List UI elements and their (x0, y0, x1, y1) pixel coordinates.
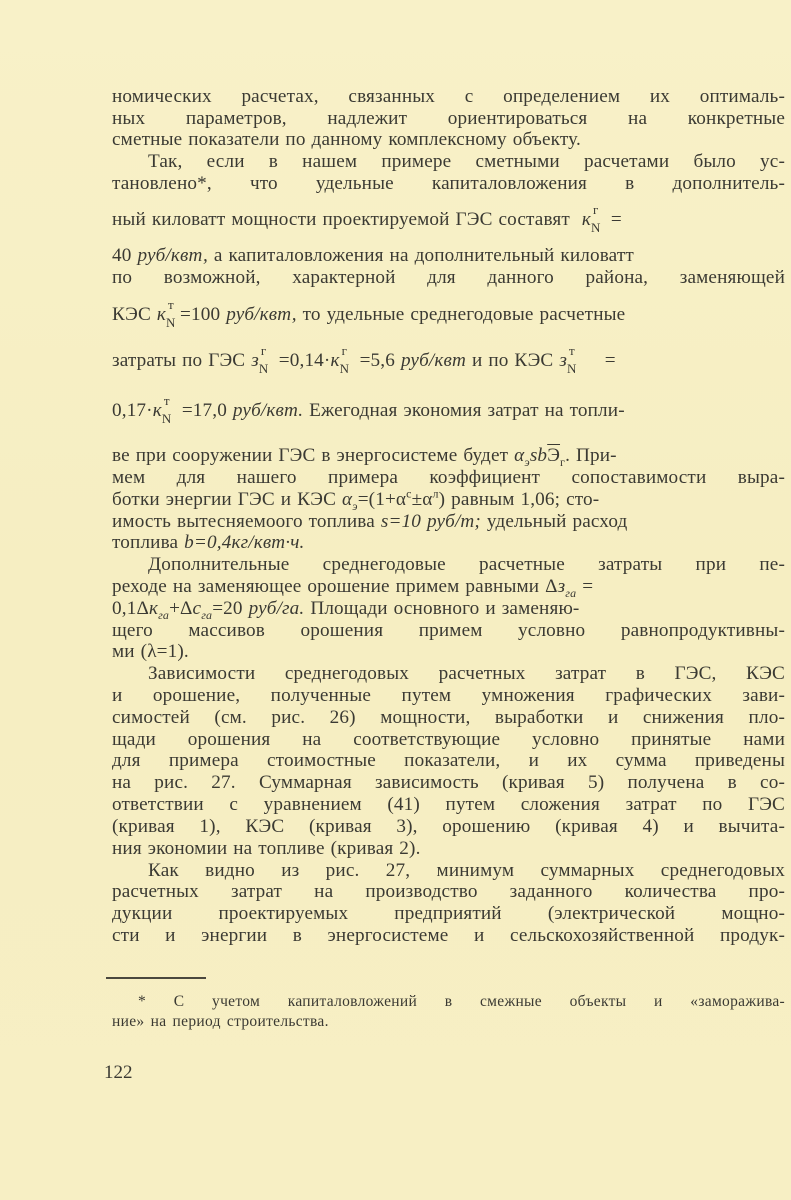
paragraph-start-line: Как видно из рис. 27, минимум суммарных среднегодовых (148, 860, 785, 881)
text-line: сти и энергии в энергосистеме и сельскохозяйственной продук- (112, 925, 785, 946)
text-line: номических расчетах, связанных с определением их оптималь- (112, 86, 785, 107)
text-line: (кривая 1), КЭС (кривая 3), орошению (кривая 4) и вычита- (112, 816, 785, 837)
text-line: на рис. 27. Суммарная зависимость (кривая 5) получена в со- (112, 772, 785, 793)
text-line: и орошение, полученные путем умножения графических зави- (112, 685, 785, 706)
text-line: щади орошения на соответствующие условно принятые нами (112, 729, 785, 750)
footnote-line: * С учетом капиталовложений в смежные объекты и «заморажива- (138, 993, 785, 1010)
formula-line: топлива b=0,4кг/квт·ч. (112, 532, 305, 553)
text-line: 40 руб/квт, а капиталовложения на дополнительный киловатт (112, 245, 634, 266)
text-line: для примера стоимостные показатели, и их сумма приведены (112, 750, 785, 771)
math-symbol: к (581, 209, 591, 230)
text-line: дукции проектируемых предприятий (электрической мощно- (112, 903, 785, 924)
text-line: мем для нашего примера коэффициент сопоставимости выра- (112, 467, 785, 488)
formula-line: КЭС к т N =100 руб/квт, то удельные среднегодовые расчетные (112, 297, 626, 330)
text-line: щего массивов орошения примем условно равнопродуктивны- (112, 620, 785, 641)
formula-line: ве при сооружении ГЭС в энергосистеме будет $\alpha_эsbЭ_г$. При- (112, 445, 617, 469)
text-line: расчетных затрат на производство заданного количества про- (112, 881, 785, 902)
formula-line: реходе на заменяющее орошение примем равными $\Delta з_{га}$ = (112, 576, 594, 600)
sub-superscript: г N (590, 202, 601, 235)
paragraph-start-line: Зависимости среднегодовых расчетных затрат в ГЭС, КЭС (148, 663, 785, 684)
text-line: по возможной, характерной для данного района, заменяющей (112, 267, 785, 288)
formula-line: ботки энергии ГЭС и КЭС $\alpha_э=(1+\alpha^с\pm\alpha^л)$ равным 1,06; сто- (112, 486, 600, 513)
formula-line: затраты по ГЭС з г N =0,14·к г N =5,6 руб/квт и по КЭС з т N = (112, 343, 616, 376)
text-line: тановлено*, что удельные капиталовложения в дополнитель- (112, 173, 785, 194)
text-line: ответствии с уравнением (41) путем сложения затрат по ГЭС (112, 794, 785, 815)
text-line: ния экономии на топливе (кривая 2). (112, 838, 421, 859)
formula-line: 0,17·к т N =17,0 руб/квт. Ежегодная экономия затрат на топли- (112, 393, 625, 426)
footnote-line: ние» на период строительства. (112, 1013, 329, 1030)
paragraph-start-line: Дополнительные среднегодовые расчетные затраты при пе- (148, 554, 785, 575)
formula-line: $0,1\Delta к_{га}+\Delta с_{га}=20$ руб/га. Площади основного и заменяю- (112, 598, 580, 622)
page-number: 122 (104, 1062, 133, 1083)
formula-line: имость вытесняемоого топлива s=10 руб/т; удельный расход (112, 511, 628, 532)
paragraph-start-line: Так, если в нашем примере сметными расчетами было ус- (148, 151, 785, 172)
text-line: симостей (см. рис. 26) мощности, выработки и снижения пло- (112, 707, 785, 728)
text-line: ми (λ=1). (112, 641, 189, 662)
formula-line: ный киловатт мощности проектируемой ГЭС составят к г N = (112, 202, 622, 235)
footnote-divider (106, 977, 206, 979)
text-line: ных параметров, надлежит ориентироваться на конкретные (112, 108, 785, 129)
text-line: сметные показатели по данному комплексному объекту. (112, 129, 581, 150)
text-span: ный киловатт мощности проектируемой ГЭС составят (112, 209, 570, 230)
